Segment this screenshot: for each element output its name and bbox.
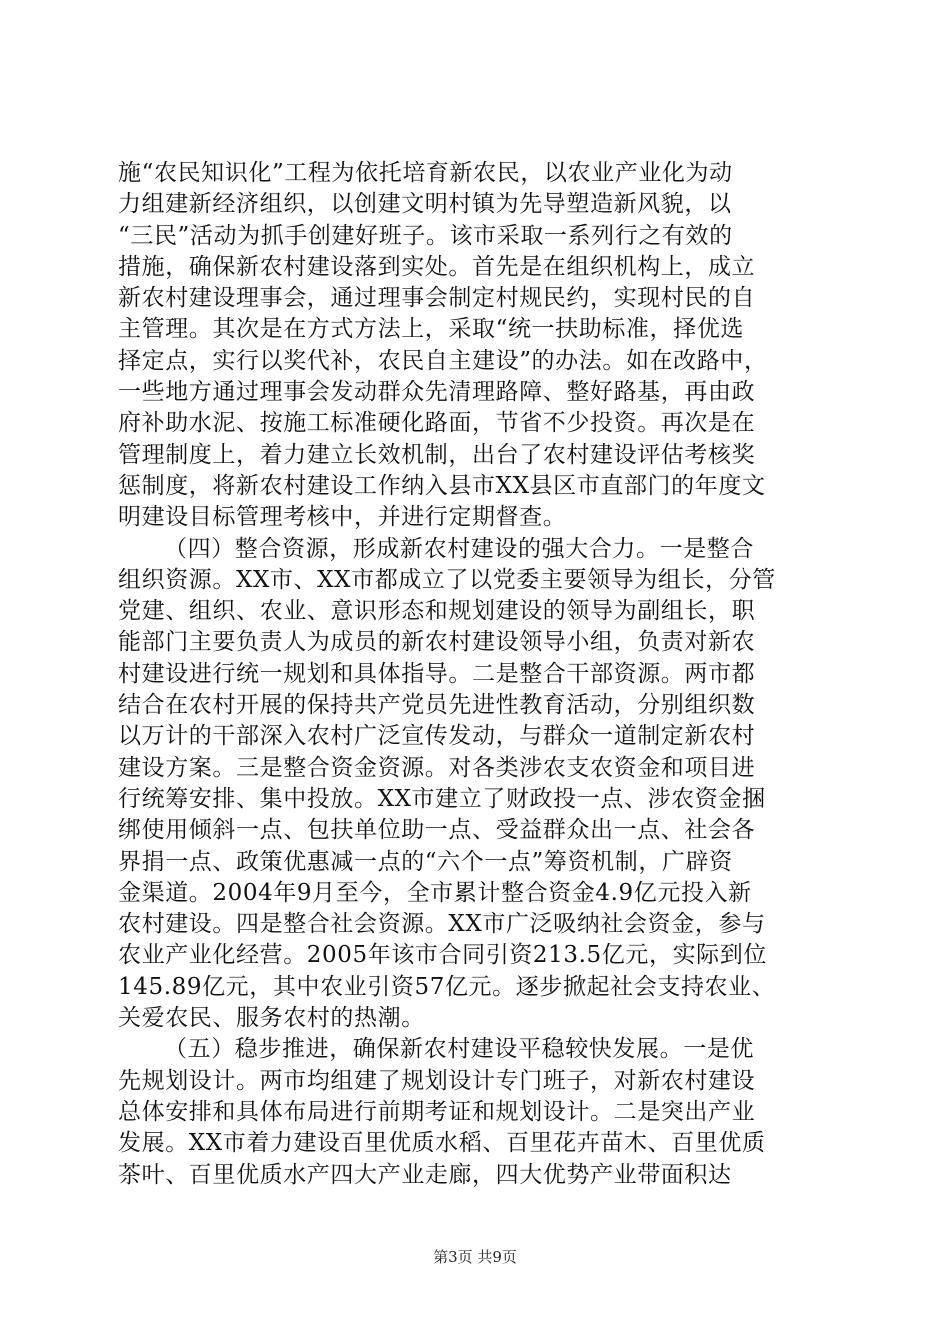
text-line: “三民”活动为抓手创建好班子。该市采取一系列行之有效的 — [118, 222, 733, 249]
text-line: 组织资源。XX市、XX市都成立了以党委主要领导为组长，分管 — [118, 566, 776, 593]
text-line: 建设方案。三是整合资金资源。对各类涉农支农资金和项目进 — [118, 754, 756, 781]
text-line: 明建设目标管理考核中，并进行定期督查。 — [118, 504, 567, 531]
text-line: 新农村建设理事会，通过理事会制定村规民约，实现村民的自 — [118, 285, 756, 312]
text-line: 金渠道。2004年9月至今，全市累计整合资金4.9亿元投入新 — [118, 879, 752, 906]
text-line: 管理制度上，着力建立长效机制，出台了农村建设评估考核奖 — [118, 441, 756, 468]
text-line: （五）稳步推进，确保新农村建设平稳较快发展。一是优 — [164, 1036, 754, 1063]
text-line: 发展。XX市着力建设百里优质水稻、百里花卉苗木、百里优质 — [118, 1130, 766, 1157]
paragraph — [118, 1034, 838, 1190]
text-line: 茶叶、百里优质水产四大产业走廊，四大优势产业带面积达 — [118, 1161, 732, 1188]
text-line: 施“农民知识化”工程为依托培育新农民，以农业产业化为动 — [118, 160, 733, 186]
text-line: 以万计的干部深入农村广泛宣传发动，与群众一道制定新农村 — [118, 723, 756, 750]
text-line: 行统筹安排、集中投放。XX市建立了财政投一点、涉农资金捆 — [118, 785, 766, 812]
text-line: 措施，确保新农村建设落到实处。首先是在组织机构上，成立 — [118, 253, 756, 280]
text-line: 先规划设计。两市均组建了规划设计专门班子，对新农村建设 — [118, 1067, 756, 1094]
text-line: 一些地方通过理事会发动群众先清理路障、整好路基，再由政 — [118, 379, 756, 406]
paragraph — [118, 158, 838, 534]
text-line: 府补助水泥、按施工标准硬化路面，节省不少投资。再次是在 — [118, 410, 756, 437]
text-line: 主管理。其次是在方式方法上，采取“统一扶助标准，择优选 — [118, 316, 744, 343]
text-line: 绑使用倾斜一点、包扶单位助一点、受益群众出一点、社会各 — [118, 817, 756, 844]
text-line: 党建、组织、农业、意识形态和规划建设的领导为副组长，职 — [118, 598, 756, 625]
text-line: 农村建设。四是整合社会资源。XX市广泛吸纳社会资金，参与 — [118, 911, 766, 938]
text-line: 能部门主要负责人为成员的新农村建设领导小组，负责对新农 — [118, 629, 756, 656]
page-footer: 第3页 共9页 — [433, 1248, 517, 1266]
text-line: （四）整合资源，形成新农村建设的强大合力。一是整合 — [164, 535, 754, 562]
paragraph — [118, 534, 838, 1035]
text-line: 农业产业化经营。2005年该市合同引资213.5亿元，实际到位 — [118, 942, 767, 969]
text-line: 择定点，实行以奖代补，农民自主建设”的办法。如在改路中， — [118, 347, 768, 374]
document-body — [118, 158, 838, 1191]
text-line: 界捐一点、政策优惠减一点的“六个一点”筹资机制，广辟资 — [118, 848, 733, 875]
text-line: 惩制度，将新农村建设工作纳入县市XX县区市直部门的年度文 — [118, 472, 766, 499]
text-line: 145.89亿元，其中农业引资57亿元。逐步掀起社会支持农业、 — [118, 973, 776, 1000]
text-line: 村建设进行统一规划和具体指导。二是整合干部资源。两市都 — [118, 660, 756, 687]
text-line: 结合在农村开展的保持共产党员先进性教育活动，分别组织数 — [118, 692, 756, 719]
text-line: 力组建新经济组织，以创建文明村镇为先导塑造新风貌，以 — [118, 191, 732, 218]
text-line: 关爱农民、服务农村的热潮。 — [118, 1005, 425, 1032]
text-line: 总体安排和具体布局进行前期考证和规划设计。二是突出产业 — [118, 1098, 756, 1125]
